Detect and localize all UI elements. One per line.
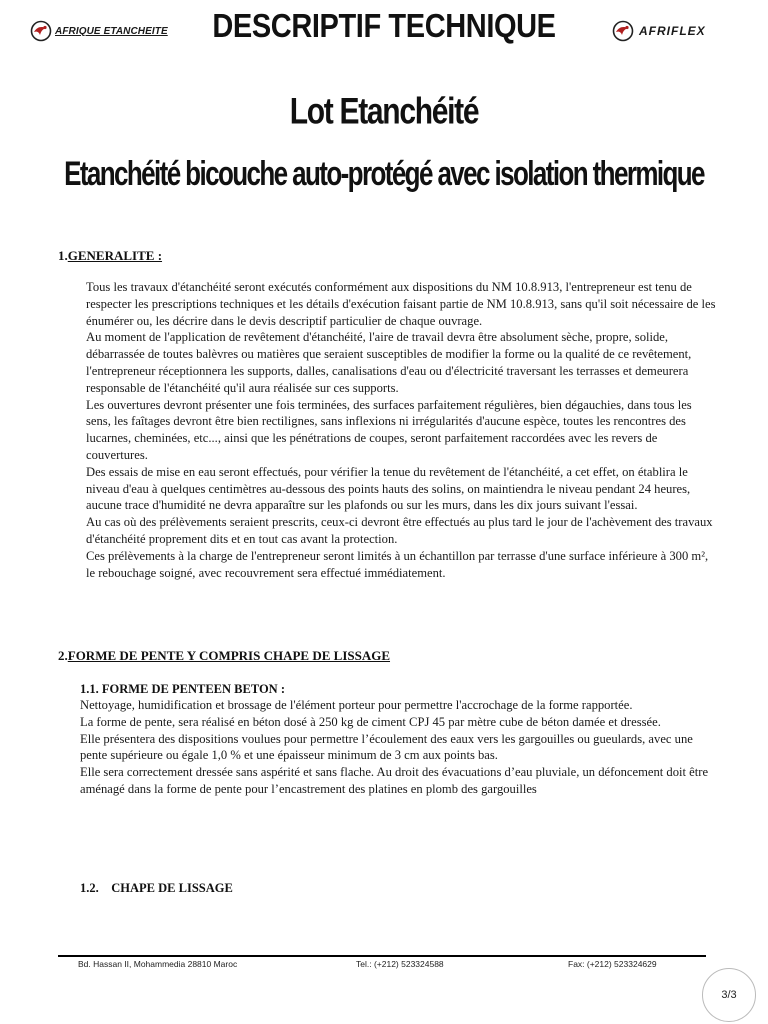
footer-phone: Tel.: (+212) 523324588 — [356, 959, 444, 969]
section-2-number: 2. — [58, 648, 68, 663]
paragraph: Nettoyage, humidification et brossage de l'élément porteur pour permettre l'accrochage de la forme rapportée. — [80, 698, 633, 712]
paragraph: Au moment de l'application de revêtement d'étanchéité, l'aire de travail devra être absolument sèche, propre, solide, débarrassée de toutes balèvres ou matières que seraient susceptibles de modifier la forme ou la qualité de ce revêtement, l'entrepreneur réceptionnera les supports, dalles, canalisations d'eau ou d'électricité traversant les terrasses et demeurera responsable de l'étanchéité qu'il aura réalisée sur ces supports. — [86, 330, 692, 395]
company-logo-right — [612, 14, 738, 48]
footer-fax: Fax: (+212) 523324629 — [568, 959, 657, 969]
paragraph: Au cas où des prélèvements seraient prescrits, ceux-ci devront être effectués au plus tard le jour de l'achèvement des travaux d'étanchéité proprement dits et en tout cas avant la protection. — [86, 515, 713, 546]
paragraph: Tous les travaux d'étanchéité seront exécutés conformément aux dispositions du NM 10.8.913, l'entrepreneur est tenu de respecter les prescriptions techniques et les détails d'exécution faisant partie de NM 10.8.913, sans qu'il soit nécessaire de les énumérer ou, les décrire dans le devis descriptif particulier de chaque ouvrage. — [86, 280, 716, 328]
logo-right-text: AFRIFLEX — [639, 24, 706, 38]
logo-left-text: AFRIQUE ETANCHEITE — [55, 25, 168, 37]
paragraph: Les ouvertures devront présenter une fois terminées, des surfaces parfaitement régulières, bien dégauchies, dans tous les sens, les faîtages devront être bien rectilignes, sans inflexions ni irrégularités d'aucune espèce, toutes les rencontres des lucarnes, cheminées, etc..., ainsi que les pénétrations de coupes, seront parfaitement raccordées avec les revers de couvertures. — [86, 397, 692, 462]
lot-subtitle: Etanchéité bicouche auto-protégé avec isolation thermique — [64, 153, 704, 193]
section-1-title: GENERALITE : — [67, 248, 163, 263]
page-title: DESCRIPTIF TECHNIQUE — [212, 8, 556, 45]
section-1-heading — [58, 248, 162, 264]
section-2-heading — [58, 648, 390, 664]
paragraph: Ces prélèvements à la charge de l'entrepreneur seront limités à un échantillon par terrasse d'une surface inférieure à 300 m², le rebouchage soigné, avec recouvrement sera effectué immédiatement. — [86, 548, 709, 580]
lot-title: Lot Etanchéité — [289, 90, 479, 132]
section-1-number: 1. — [58, 248, 68, 263]
section-2-title: FORME DE PENTE Y COMPRIS CHAPE DE LISSAGE — [67, 648, 391, 663]
bird-logo-icon — [612, 20, 636, 42]
page-number: 3/3 — [721, 989, 737, 1001]
footer-divider — [58, 955, 706, 957]
paragraph: Elle sera correctement dressée sans aspérité et sans flache. Au droit des évacuations d’eau pluviale, un défoncement doit être aménagé dans la forme de pente pour l’encastrement des platines en plomb des gargouilles — [80, 765, 709, 796]
subsection-1-1-title: 1.1. FORME DE PENTEEN BETON : — [80, 682, 285, 696]
paragraph: La forme de pente, sera réalisé en béton dosé à 250 kg de ciment CPJ 45 par mètre cube de béton damée et dressée. — [80, 714, 661, 729]
section-1-body — [86, 279, 718, 581]
subsection-1-1-body — [80, 697, 716, 798]
paragraph: Des essais de mise en eau seront effectués, pour vérifier la tenue du revêtement de l'étanchéité, a cet effet, on établira le niveau d'eau à quelques centimètres au-dessous des points hauts des solins, on maintiendra le niveau pendant 24 heures, aucune trace d'humidité ne devra apparaître sur les plafonds ou sur les murs, dans les dix jours suivant l'essai. — [86, 464, 691, 513]
page-number-badge — [702, 968, 756, 1022]
footer-address: Bd. Hassan II, Mohammedia 28810 Maroc — [78, 959, 238, 969]
paragraph: Elle présentera des dispositions voulues pour permettre l’écoulement des eaux vers les gargouilles ou gueulards, avec une pente supérieure ou égale 1,0 % et une épaisseur minimum de 3 cm aux points bas. — [80, 731, 693, 763]
subsection-1-2-title: 1.2. CHAPE DE LISSAGE — [80, 881, 233, 895]
